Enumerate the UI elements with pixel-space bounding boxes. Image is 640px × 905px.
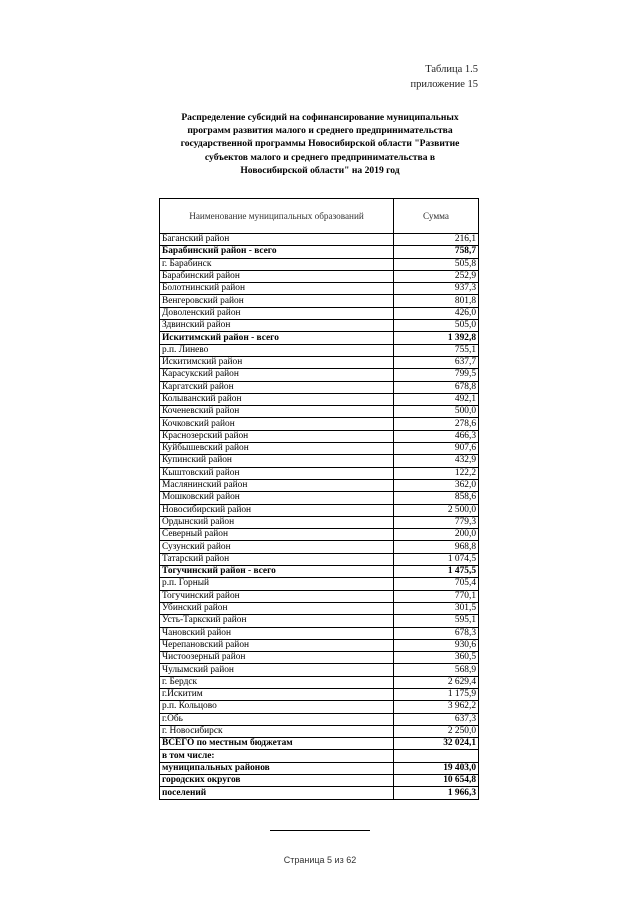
table-row	[160, 775, 479, 787]
column-header-sum: Сумма	[394, 199, 479, 234]
table-row	[160, 467, 479, 479]
table-row	[160, 652, 479, 664]
row-name-cell: г.Искитим	[160, 688, 394, 700]
row-sum-cell: 10 654,8	[394, 775, 479, 787]
row-name-cell: Болотнинский район	[160, 283, 394, 295]
row-name-cell: р.п. Линево	[160, 344, 394, 356]
row-name-cell: Кыштовский район	[160, 467, 394, 479]
row-sum-cell: 1 475,5	[394, 566, 479, 578]
table-row	[160, 406, 479, 418]
table-row	[160, 566, 479, 578]
row-name-cell: Купинский район	[160, 455, 394, 467]
row-sum-cell: 937,3	[394, 283, 479, 295]
table-row	[160, 615, 479, 627]
row-sum-cell: 360,5	[394, 652, 479, 664]
row-name-cell: Ордынский район	[160, 516, 394, 528]
row-sum-cell: 705,4	[394, 578, 479, 590]
row-sum-cell: 801,8	[394, 295, 479, 307]
row-sum-cell: 3 962,2	[394, 701, 479, 713]
row-name-cell: Мошковский район	[160, 492, 394, 504]
table-row	[160, 295, 479, 307]
row-name-cell: Убинский район	[160, 602, 394, 614]
title-line: Новосибирской области" на 2019 год	[240, 164, 400, 176]
table-row	[160, 639, 479, 651]
table-row	[160, 590, 479, 602]
row-name-cell: Куйбышевский район	[160, 443, 394, 455]
row-sum-cell	[394, 750, 479, 762]
row-name-cell: Барабинский район	[160, 270, 394, 282]
title-line: Распределение субсидий на софинансирование муниципальных	[181, 112, 459, 123]
table-row	[160, 627, 479, 639]
row-name-cell: Маслянинский район	[160, 479, 394, 491]
row-sum-cell: 2 250,0	[394, 725, 479, 737]
table-row	[160, 234, 479, 246]
row-name-cell: Коченевский район	[160, 406, 394, 418]
table-row	[160, 246, 479, 258]
row-sum-cell: 678,3	[394, 627, 479, 639]
row-name-cell: Усть-Таркский район	[160, 615, 394, 627]
row-sum-cell: 1 966,3	[394, 787, 479, 799]
table-row	[160, 578, 479, 590]
table-row	[160, 356, 479, 368]
table-row	[160, 504, 479, 516]
subsidy-table	[159, 198, 479, 800]
row-name-cell: Карасукский район	[160, 369, 394, 381]
row-sum-cell: 568,9	[394, 664, 479, 676]
row-name-cell: Колыванский район	[160, 393, 394, 405]
row-sum-cell: 301,5	[394, 602, 479, 614]
table-row	[160, 750, 479, 762]
table-row	[160, 701, 479, 713]
table-row	[160, 443, 479, 455]
row-sum-cell: 678,8	[394, 381, 479, 393]
row-sum-cell: 637,7	[394, 356, 479, 368]
table-row	[160, 369, 479, 381]
row-sum-cell: 252,9	[394, 270, 479, 282]
row-name-cell: Сузунский район	[160, 541, 394, 553]
row-name-cell: Венгеровский район	[160, 295, 394, 307]
row-name-cell: Каргатский район	[160, 381, 394, 393]
table-row	[160, 676, 479, 688]
row-sum-cell: 32 024,1	[394, 738, 479, 750]
table-row	[160, 725, 479, 737]
table-row	[160, 344, 479, 356]
table-row	[160, 307, 479, 319]
title-line: государственной программы Новосибирской области "Развитие	[180, 138, 460, 150]
table-row	[160, 762, 479, 774]
row-sum-cell: 200,0	[394, 529, 479, 541]
title-line: субъектов малого и среднего предпринимательства в	[204, 151, 436, 163]
row-sum-cell: 1 392,8	[394, 332, 479, 344]
table-row	[160, 455, 479, 467]
row-name-cell: Краснозерский район	[160, 430, 394, 442]
row-sum-cell: 907,6	[394, 443, 479, 455]
row-sum-cell: 930,6	[394, 639, 479, 651]
row-name-cell: Кочковский район	[160, 418, 394, 430]
table-row	[160, 492, 479, 504]
row-sum-cell: 466,3	[394, 430, 479, 442]
table-row	[160, 713, 479, 725]
row-name-cell: поселений	[160, 787, 394, 799]
row-name-cell: ВСЕГО по местным бюджетам	[160, 738, 394, 750]
row-sum-cell: 755,1	[394, 344, 479, 356]
table-row	[160, 381, 479, 393]
row-sum-cell: 122,2	[394, 467, 479, 479]
table-row	[160, 787, 479, 799]
row-name-cell: г. Новосибирск	[160, 725, 394, 737]
table-row	[160, 270, 479, 282]
table-number: Таблица 1.5	[425, 64, 478, 75]
row-name-cell: муниципальных районов	[160, 762, 394, 774]
page-number: Страница 5 из 62	[283, 855, 357, 865]
table-row	[160, 529, 479, 541]
footer-divider	[270, 830, 370, 831]
row-sum-cell: 779,3	[394, 516, 479, 528]
row-name-cell: Баганский район	[160, 234, 394, 246]
row-name-cell: Искитимский район - всего	[160, 332, 394, 344]
row-name-cell: Новосибирский район	[160, 504, 394, 516]
table-row	[160, 553, 479, 565]
row-name-cell: Черепановский район	[160, 639, 394, 651]
row-sum-cell: 2 500,0	[394, 504, 479, 516]
row-name-cell: Тогучинский район - всего	[160, 566, 394, 578]
table-row	[160, 320, 479, 332]
row-sum-cell: 770,1	[394, 590, 479, 602]
row-name-cell: Тогучинский район	[160, 590, 394, 602]
table-row	[160, 479, 479, 491]
table-header-row	[160, 199, 479, 234]
row-sum-cell: 426,0	[394, 307, 479, 319]
row-sum-cell: 799,5	[394, 369, 479, 381]
column-header-name: Наименование муниципальных образований	[160, 199, 394, 234]
row-name-cell: р.п. Кольцово	[160, 701, 394, 713]
table-row	[160, 393, 479, 405]
row-name-cell: г. Бердск	[160, 676, 394, 688]
appendix-label: приложение 15	[410, 79, 478, 90]
table-row	[160, 258, 479, 270]
row-sum-cell: 595,1	[394, 615, 479, 627]
row-name-cell: р.п. Горный	[160, 578, 394, 590]
table-row	[160, 430, 479, 442]
row-name-cell: Барабинский район - всего	[160, 246, 394, 258]
row-sum-cell: 19 403,0	[394, 762, 479, 774]
table-row	[160, 541, 479, 553]
row-sum-cell: 1 074,5	[394, 553, 479, 565]
table-row	[160, 602, 479, 614]
row-sum-cell: 278,6	[394, 418, 479, 430]
table-row	[160, 283, 479, 295]
table-row	[160, 664, 479, 676]
row-name-cell: Доволенский район	[160, 307, 394, 319]
row-sum-cell: 505,8	[394, 258, 479, 270]
row-sum-cell: 858,6	[394, 492, 479, 504]
row-sum-cell: 758,7	[394, 246, 479, 258]
row-sum-cell: 2 629,4	[394, 676, 479, 688]
row-name-cell: г.Обь	[160, 713, 394, 725]
row-sum-cell: 968,8	[394, 541, 479, 553]
table-row	[160, 332, 479, 344]
title-line: программ развития малого и среднего предпринимательства	[187, 125, 453, 137]
row-sum-cell: 362,0	[394, 479, 479, 491]
table-row	[160, 688, 479, 700]
row-sum-cell: 505,0	[394, 320, 479, 332]
table-row	[160, 418, 479, 430]
table-row	[160, 516, 479, 528]
row-name-cell: Здвинский район	[160, 320, 394, 332]
row-sum-cell: 432,9	[394, 455, 479, 467]
row-sum-cell: 1 175,9	[394, 688, 479, 700]
row-name-cell: в том числе:	[160, 750, 394, 762]
table-row	[160, 738, 479, 750]
row-name-cell: Чановский район	[160, 627, 394, 639]
row-name-cell: г. Барабинск	[160, 258, 394, 270]
row-sum-cell: 216,1	[394, 234, 479, 246]
row-name-cell: Татарский район	[160, 553, 394, 565]
row-sum-cell: 492,1	[394, 393, 479, 405]
row-name-cell: Чистоозерный район	[160, 652, 394, 664]
row-name-cell: Северный район	[160, 529, 394, 541]
table-body	[160, 234, 479, 800]
document-title	[160, 111, 480, 177]
table-reference	[410, 62, 478, 92]
row-name-cell: Искитимский район	[160, 356, 394, 368]
row-sum-cell: 637,3	[394, 713, 479, 725]
row-name-cell: городских округов	[160, 775, 394, 787]
row-name-cell: Чулымский район	[160, 664, 394, 676]
row-sum-cell: 500,0	[394, 406, 479, 418]
